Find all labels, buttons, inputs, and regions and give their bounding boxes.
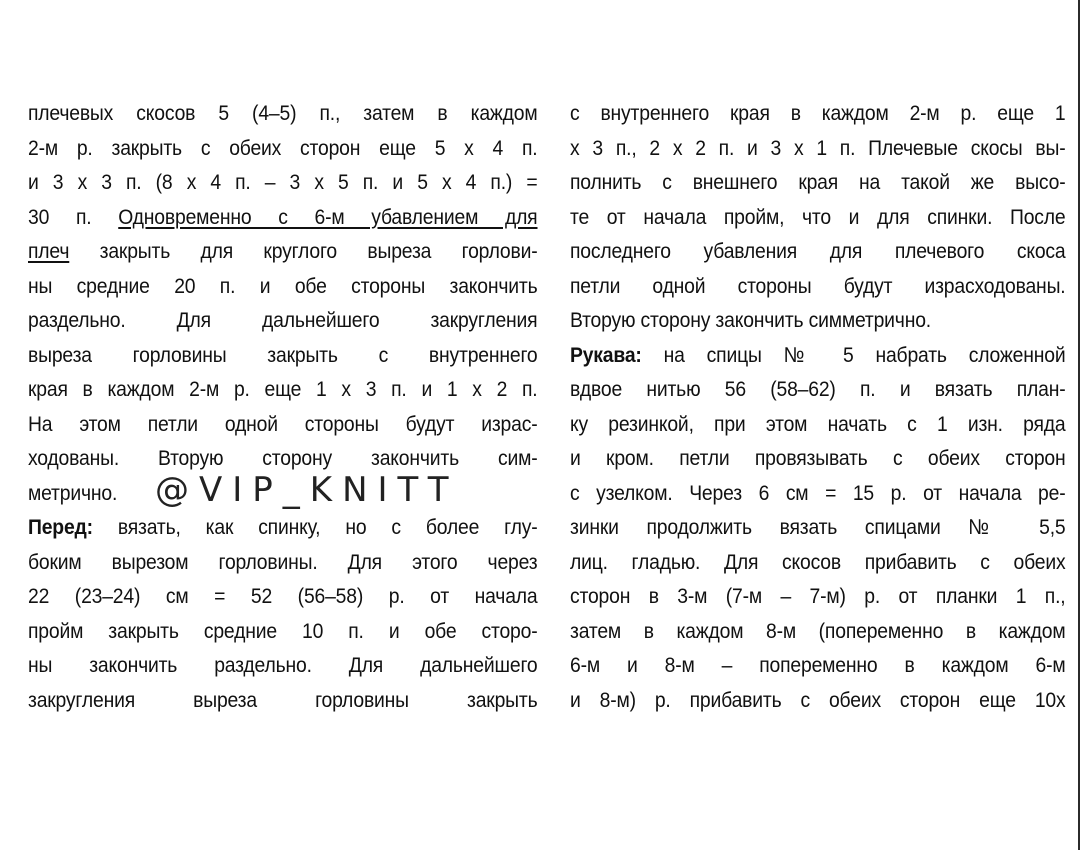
text-line [570,338,1065,373]
text-line: выреза горловины закрыть с внутреннего [28,342,538,367]
text-line: зинки продолжить вязать спицами № 5,5 [570,515,1066,539]
text-line: ходованы. Вторую сторону закончить сим- [28,446,538,470]
section-heading-sleeves: Рукава: [570,342,642,367]
text-line [28,510,537,545]
underlined-note-end: плеч [28,239,70,263]
right-text-column [570,96,1066,717]
left-text-column [28,96,538,717]
text-line: лиц. гладью. Для скосов прибавить с обеих [570,549,1066,574]
text-line: 2-м р. закрыть с обеих сторон еще 5 х 4 п. [28,135,538,160]
text-line: полнить с внешнего края на такой же высо- [570,170,1066,194]
text-line: пройм закрыть средние 10 п. и обе сторо- [28,618,538,643]
text-line: ны средние 20 п. и обе стороны закончить [28,273,538,298]
text-line: 6-м и 8-м – попеременно в каждом 6-м [570,653,1066,677]
text-fragment: 30 п. [28,204,92,229]
text-line: боким вырезом горловины. Для этого через [28,549,538,574]
text-line: и 3 х 3 п. (8 х 4 п. – 3 х 5 п. и 5 х 4 п.) = [28,170,538,194]
text-fragment: вязать, как спинку, но с более глу- [117,515,538,539]
text-line: плечевых скосов 5 (4–5) п., затем в каждом [28,101,538,125]
text-line: затем в каждом 8-м (попеременно в каждом [570,618,1066,643]
text-line [28,200,537,235]
underlined-note: Одновременно с 6-м убавлением для [118,204,538,229]
text-line: х 3 п., 2 х 2 п. и 3 х 1 п. Плечевые скосы вы- [570,135,1066,160]
text-line: На этом петли одной стороны будут израс- [28,411,538,436]
text-line: ку резинкой, при этом начать с 1 изн. ряда [570,411,1066,436]
text-line: те от начала пройм, что и для спинки. После [570,204,1066,229]
text-line: с узелком. Через 6 см = 15 р. от начала ре- [570,480,1066,505]
text-line: края в каждом 2-м р. еще 1 х 3 п. и 1 х 2 п. [28,377,538,401]
text-line: ны закончить раздельно. Для дальнейшего [28,653,538,677]
text-line: закругления выреза горловины закрыть [28,687,538,712]
text-line: 22 (23–24) см = 52 (56–58) р. от начала [28,584,538,608]
text-line: и 8-м) р. прибавить с обеих сторон еще 10х [570,687,1066,712]
text-line: последнего убавления для плечевого скоса [570,239,1066,263]
text-line: Вторую сторону закончить симметрично. [570,308,931,332]
watermark-text: @VIP_KNITT [155,470,459,510]
text-line: метрично. [28,480,118,505]
text-fragment: закрыть для круглого выреза горлови- [99,239,538,263]
text-line: и кром. петли провязывать с обеих сторон [570,446,1066,470]
text-line: сторон в 3-м (7-м – 7-м) р. от планки 1 п., [570,584,1066,608]
text-line: с внутреннего края в каждом 2-м р. еще 1 [570,101,1066,125]
section-heading-front: Перед: [28,515,93,539]
text-line [28,234,537,269]
text-fragment: на спицы № 5 набрать сложенной [663,342,1066,367]
text-line: петли одной стороны будут израсходованы. [570,273,1066,298]
text-line: раздельно. Для дальнейшего закругления [28,308,538,332]
text-line: вдвое нитью 56 (58–62) п. и вязать план- [570,377,1066,401]
